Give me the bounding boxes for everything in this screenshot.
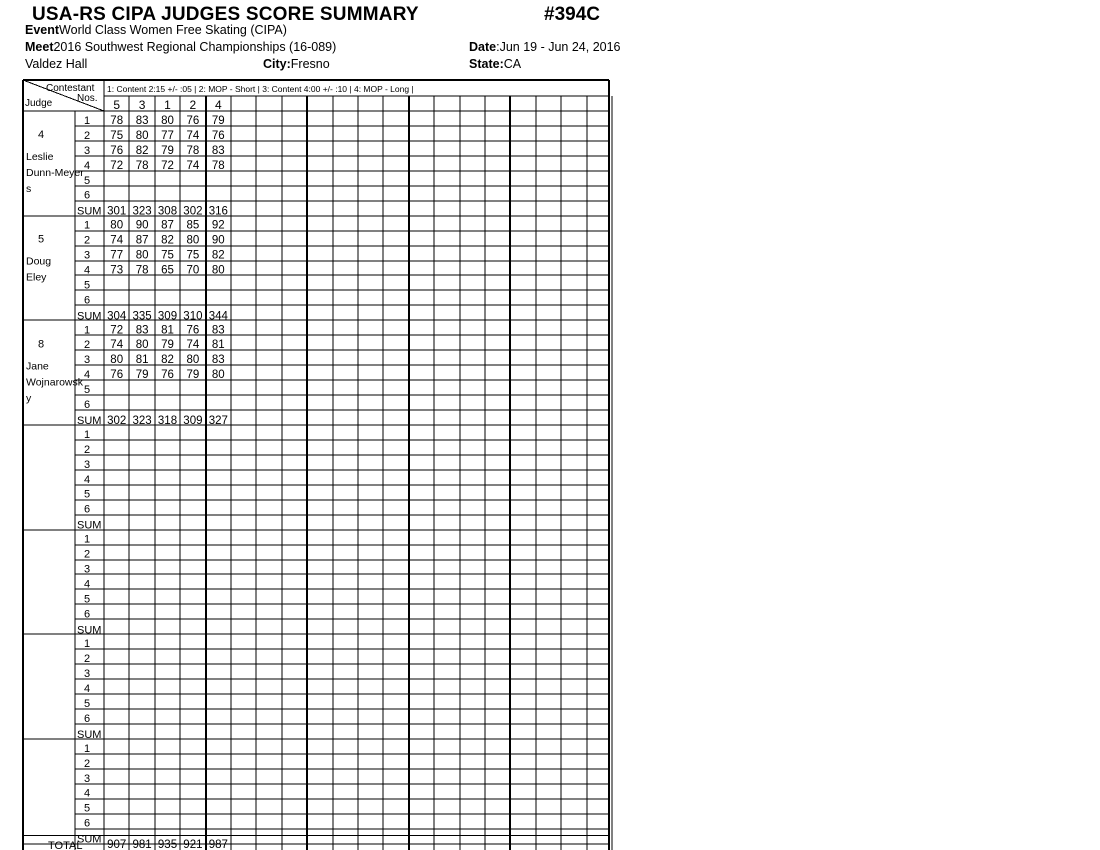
score-value: 80 [211, 264, 225, 277]
score-value: 90 [135, 219, 149, 232]
score-value: 75 [161, 249, 174, 262]
score-value: 82 [211, 249, 225, 262]
row-label: 1 [83, 533, 91, 546]
score-value: 80 [135, 339, 149, 352]
score-value: 79 [186, 369, 200, 382]
row-label: 5 [83, 488, 91, 501]
judge-number: 8 [37, 338, 45, 351]
score-value: 80 [186, 234, 200, 247]
row-label: 4 [83, 683, 91, 696]
sum-value: 327 [208, 414, 228, 427]
score-value: 76 [110, 144, 124, 157]
score-value: 77 [161, 129, 174, 142]
score-value: 72 [110, 159, 124, 172]
row-label: 1 [83, 324, 91, 337]
judge-name: Doug [26, 255, 52, 268]
score-value: 90 [211, 234, 225, 247]
row-label: 5 [83, 802, 91, 815]
score-value: 79 [135, 369, 149, 382]
row-label: 6 [83, 503, 91, 516]
sum-value: 309 [157, 310, 178, 323]
judge-number: 4 [37, 129, 45, 141]
row-label: 6 [83, 817, 91, 830]
score-value: 73 [110, 264, 124, 277]
sum-label: SUM [77, 310, 102, 323]
state-value: CA [503, 57, 522, 71]
total-value: 921 [183, 839, 203, 850]
state-colon: : [499, 57, 504, 71]
city-colon: : [286, 57, 291, 71]
event-value: World Class Women Free Skating (CIPA) [59, 23, 287, 37]
score-value: 79 [161, 339, 174, 352]
score-value: 76 [211, 129, 225, 142]
row-label: 4 [83, 578, 91, 591]
sum-value: 316 [208, 205, 228, 218]
row-label: 2 [83, 234, 91, 247]
score-value: 79 [211, 114, 225, 127]
score-value: 80 [161, 114, 174, 127]
score-value: 80 [135, 129, 149, 142]
sum-label: SUM [77, 519, 102, 532]
score-value: 80 [110, 219, 124, 232]
judge-name: y [26, 392, 32, 405]
score-value: 85 [186, 219, 200, 232]
nos-label: Nos. [77, 93, 98, 104]
score-value: 72 [161, 159, 174, 172]
row-label: 3 [83, 668, 91, 681]
score-value: 70 [186, 264, 200, 277]
row-label: 6 [83, 399, 91, 411]
score-value: 76 [161, 369, 174, 382]
venue: Valdez Hall [25, 57, 88, 71]
contestant-number: 5 [113, 98, 121, 112]
sum-value: 309 [183, 414, 203, 427]
row-label: 4 [83, 264, 91, 277]
row-label: 4 [83, 159, 91, 172]
row-label: 5 [83, 279, 91, 292]
score-value: 82 [135, 144, 149, 157]
city-label: City [263, 57, 287, 71]
row-label: 6 [83, 712, 91, 725]
score-value: 83 [135, 324, 149, 337]
contestant-number: 2 [189, 98, 197, 112]
score-value: 81 [211, 339, 225, 352]
event-label: Event [25, 23, 60, 37]
row-label: 2 [83, 129, 91, 142]
judge-name: Wojnarowsk [26, 376, 83, 389]
score-value: 72 [110, 324, 124, 337]
row-label: 2 [83, 548, 91, 561]
row-label: 1 [83, 428, 91, 441]
row-label: 3 [83, 144, 91, 157]
row-label: 5 [83, 593, 91, 606]
score-value: 76 [186, 324, 200, 337]
row-label: 2 [83, 443, 91, 456]
contestant-number: 1 [164, 98, 171, 112]
row-label: 2 [83, 653, 91, 666]
score-value: 74 [110, 339, 124, 352]
row-label: 1 [83, 114, 91, 127]
judge-name: Leslie [26, 151, 54, 163]
score-value: 74 [186, 159, 200, 172]
judge-name: s [26, 183, 32, 195]
row-label: 6 [83, 189, 91, 202]
sum-value: 310 [183, 310, 203, 323]
state-label: State [469, 57, 500, 71]
total-value: 987 [208, 839, 228, 850]
sum-label: SUM [77, 624, 102, 637]
date-text: Jun 19 - Jun 24, 2016 [499, 40, 621, 54]
score-value: 83 [135, 114, 149, 127]
score-value: 75 [186, 249, 200, 262]
score-value: 87 [135, 234, 149, 247]
score-value: 78 [135, 159, 149, 172]
row-label: 4 [83, 787, 91, 800]
sum-label: SUM [77, 833, 102, 846]
score-value: 81 [135, 354, 149, 367]
meet-value: 2016 Southwest Regional Championships (16-089) [53, 40, 337, 54]
judge-name: Jane [26, 360, 49, 373]
score-value: 83 [211, 144, 225, 157]
row-label: 1 [83, 742, 91, 755]
score-value: 75 [110, 129, 124, 142]
score-value: 87 [161, 219, 174, 232]
total-value: 935 [157, 839, 178, 850]
sum-value: 318 [157, 414, 178, 427]
contestant-number: 4 [214, 98, 222, 112]
sum-label: SUM [77, 728, 102, 741]
sum-value: 302 [107, 414, 127, 427]
row-label: 6 [83, 294, 91, 307]
score-value: 76 [110, 369, 124, 382]
score-value: 83 [211, 324, 225, 337]
row-label: 1 [83, 638, 91, 651]
row-label: 5 [83, 384, 91, 397]
sum-label: SUM [77, 205, 102, 218]
sum-value: 323 [132, 205, 152, 218]
row-label: 5 [83, 698, 91, 710]
sum-label: SUM [77, 414, 102, 427]
score-value: 77 [110, 249, 124, 262]
row-label: 3 [83, 563, 91, 576]
score-value: 79 [161, 144, 174, 157]
form-number: #394C [544, 4, 600, 25]
meet-label: Meet [25, 40, 54, 54]
score-value: 78 [135, 264, 149, 277]
date-value: : [496, 40, 500, 54]
score-value: 65 [161, 264, 174, 277]
score-value: 80 [211, 369, 225, 382]
row-label: 3 [83, 458, 91, 471]
city-value: Fresno [290, 57, 330, 71]
row-label: 3 [83, 249, 91, 262]
score-value: 82 [161, 354, 174, 367]
judge-label: Judge [25, 98, 53, 109]
row-label: 2 [83, 339, 91, 352]
total-value: 907 [107, 839, 127, 850]
row-label: 2 [83, 757, 91, 770]
contestant-number: 3 [138, 98, 146, 112]
score-value: 78 [110, 114, 124, 127]
scoring-legend: 1: Content 2:15 +/- :05 | 2: MOP - Short | 3: Content 4:00 +/- :10 | 4: MOP - Long | [107, 84, 414, 94]
score-value: 74 [110, 234, 124, 247]
sum-value: 323 [132, 414, 152, 427]
sum-value: 302 [183, 205, 203, 218]
score-value: 74 [186, 129, 200, 142]
score-value: 76 [186, 114, 200, 127]
date-label: Date [469, 40, 497, 54]
judge-name: Dunn-Meyer [26, 167, 84, 179]
score-value: 74 [186, 339, 200, 352]
row-label: 4 [83, 473, 91, 486]
score-value: 78 [211, 159, 225, 172]
score-value: 80 [110, 354, 124, 367]
score-value: 78 [186, 144, 200, 157]
total-label: TOTAL [48, 840, 83, 850]
score-value: 82 [161, 234, 174, 247]
row-label: 5 [83, 174, 91, 187]
sum-value: 308 [157, 205, 178, 218]
page-title: USA-RS CIPA JUDGES SCORE SUMMARY [32, 4, 419, 25]
score-value: 80 [135, 249, 149, 262]
row-label: 3 [83, 772, 91, 785]
row-label: 6 [83, 608, 91, 621]
sum-value: 344 [208, 310, 228, 323]
contestant-label: Contestant [46, 83, 95, 94]
score-value: 92 [211, 219, 225, 232]
score-value: 81 [161, 324, 174, 337]
sum-value: 335 [132, 310, 152, 323]
row-label: 3 [83, 354, 91, 367]
row-label: 1 [83, 219, 91, 232]
sum-value: 304 [107, 310, 127, 323]
total-value: 981 [132, 839, 152, 850]
row-label: 4 [83, 369, 91, 382]
sum-value: 301 [107, 205, 127, 218]
judge-number: 5 [37, 233, 45, 246]
judge-name: Eley [26, 271, 47, 284]
score-value: 83 [211, 354, 225, 367]
score-value: 80 [186, 354, 200, 367]
